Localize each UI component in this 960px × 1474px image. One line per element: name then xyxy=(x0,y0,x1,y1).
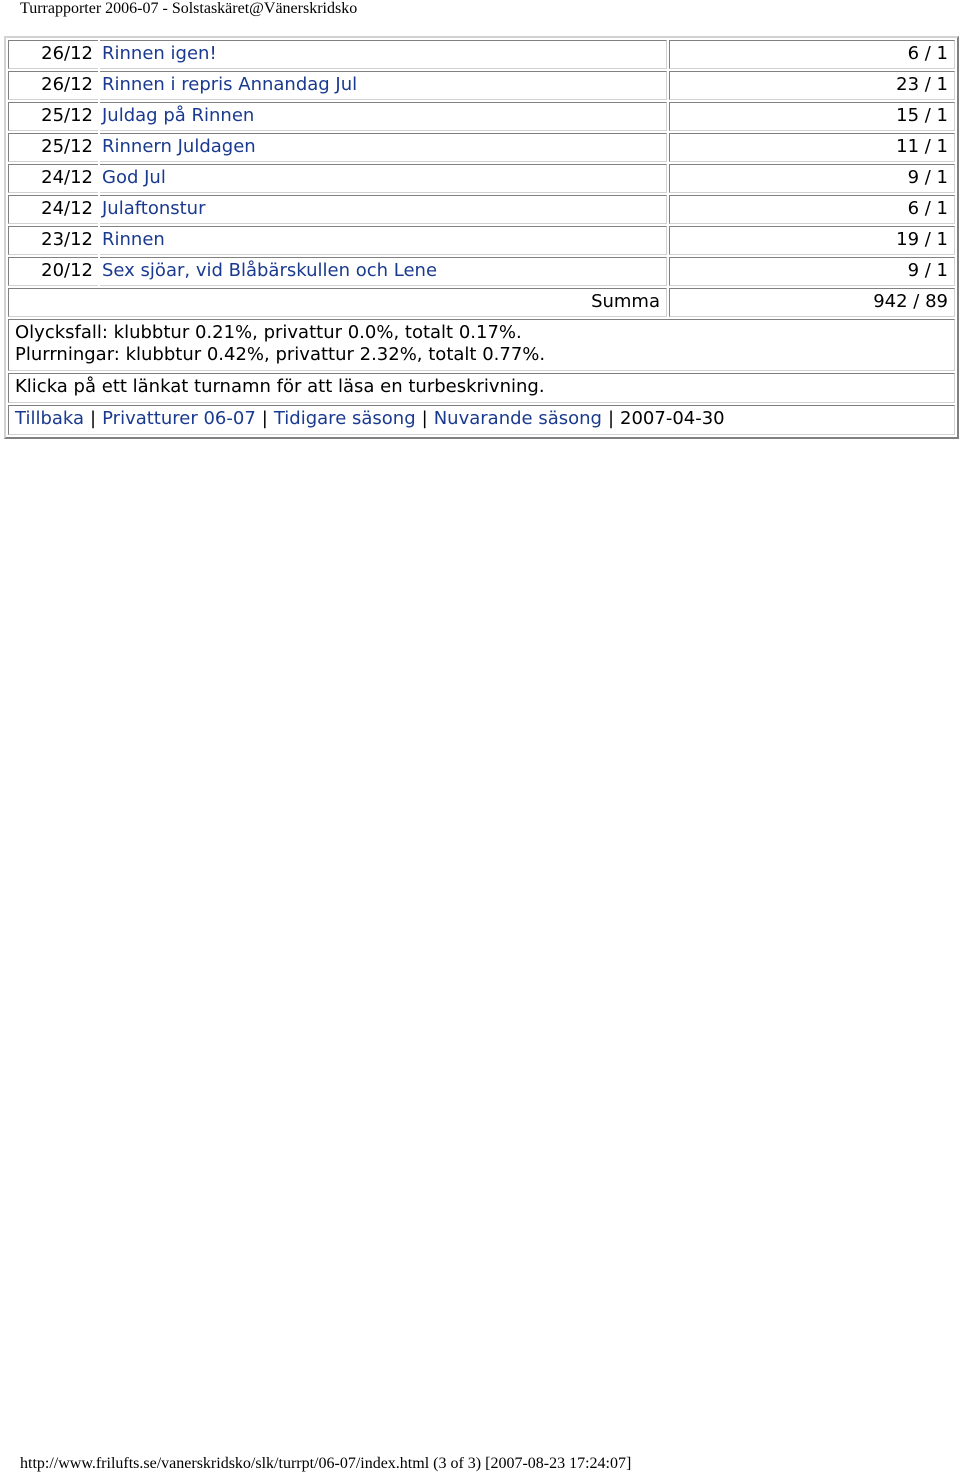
trip-date: 26/12 xyxy=(8,71,98,100)
table-row xyxy=(8,71,955,100)
trip-date: 24/12 xyxy=(8,164,98,193)
trip-score: 9 / 1 xyxy=(669,164,955,193)
dunk-stats: Plurrningar: klubbtur 0.42%, privattur 2.32%, totalt 0.77%. xyxy=(15,344,546,365)
trip-link[interactable]: Julaftonstur xyxy=(102,198,206,219)
trip-score: 6 / 1 xyxy=(669,195,955,224)
nav-separator: | xyxy=(607,408,615,429)
summary-row xyxy=(8,288,955,317)
nav-bar xyxy=(8,405,955,435)
hint-text: Klicka på ett länkat turnamn för att läsa en turbeskrivning. xyxy=(8,373,955,403)
trip-link[interactable]: Rinnen igen! xyxy=(102,43,217,64)
trip-link[interactable]: Rinnen xyxy=(102,229,165,250)
nav-separator: | xyxy=(90,408,97,429)
trip-name-cell xyxy=(100,164,667,193)
trip-date: 24/12 xyxy=(8,195,98,224)
trip-date: 25/12 xyxy=(8,133,98,162)
trip-date: 26/12 xyxy=(8,40,98,69)
hint-row xyxy=(8,373,955,403)
trip-date: 25/12 xyxy=(8,102,98,131)
nav-separator: | xyxy=(261,408,268,429)
stats-row xyxy=(8,319,955,371)
trip-score: 15 / 1 xyxy=(669,102,955,131)
page-header: Turrapporter 2006-07 - Solstaskäret@Vänerskridsko xyxy=(20,0,358,17)
trip-score: 19 / 1 xyxy=(669,226,955,255)
back-link[interactable]: Tillbaka xyxy=(15,408,85,429)
previous-season-link[interactable]: Tidigare säsong xyxy=(273,408,416,429)
page-footer: http://www.frilufts.se/vanerskridsko/slk/turrpt/06-07/index.html (3 of 3) [2007-08-23 17:24:07] xyxy=(20,1455,632,1472)
trip-score: 11 / 1 xyxy=(669,133,955,162)
trip-score: 6 / 1 xyxy=(669,40,955,69)
trip-link[interactable]: God Jul xyxy=(102,167,166,188)
trip-date: 23/12 xyxy=(8,226,98,255)
trip-date: 20/12 xyxy=(8,257,98,286)
table-row xyxy=(8,226,955,255)
trip-link[interactable]: Juldag på Rinnen xyxy=(102,105,255,126)
trip-name-cell xyxy=(100,40,667,69)
trip-name-cell xyxy=(100,257,667,286)
trip-link[interactable]: Sex sjöar, vid Blåbärskullen och Lene xyxy=(102,260,438,281)
trip-name-cell xyxy=(100,133,667,162)
trip-name-cell xyxy=(100,226,667,255)
table-row xyxy=(8,164,955,193)
trip-score: 9 / 1 xyxy=(669,257,955,286)
current-season-link[interactable]: Nuvarande säsong xyxy=(433,408,602,429)
stats-cell xyxy=(8,319,955,371)
trip-score: 23 / 1 xyxy=(669,71,955,100)
summary-value: 942 / 89 xyxy=(669,288,955,317)
nav-row xyxy=(8,405,955,435)
trip-name-cell xyxy=(100,102,667,131)
trip-name-cell xyxy=(100,71,667,100)
trip-name-cell xyxy=(100,195,667,224)
table-row xyxy=(8,133,955,162)
table-row xyxy=(8,102,955,131)
trip-link[interactable]: Rinnen i repris Annandag Jul xyxy=(102,74,358,95)
trip-report-table xyxy=(4,36,959,439)
summary-label: Summa xyxy=(8,288,667,317)
accident-stats: Olycksfall: klubbtur 0.21%, privattur 0.0%, totalt 0.17%. xyxy=(15,322,522,343)
nav-separator: | xyxy=(421,408,428,429)
table-row xyxy=(8,257,955,286)
table-row xyxy=(8,40,955,69)
private-trips-link[interactable]: Privatturer 06-07 xyxy=(102,408,256,429)
trip-link[interactable]: Rinnern Juldagen xyxy=(102,136,256,157)
update-date: 2007-04-30 xyxy=(620,408,725,429)
table-row xyxy=(8,195,955,224)
